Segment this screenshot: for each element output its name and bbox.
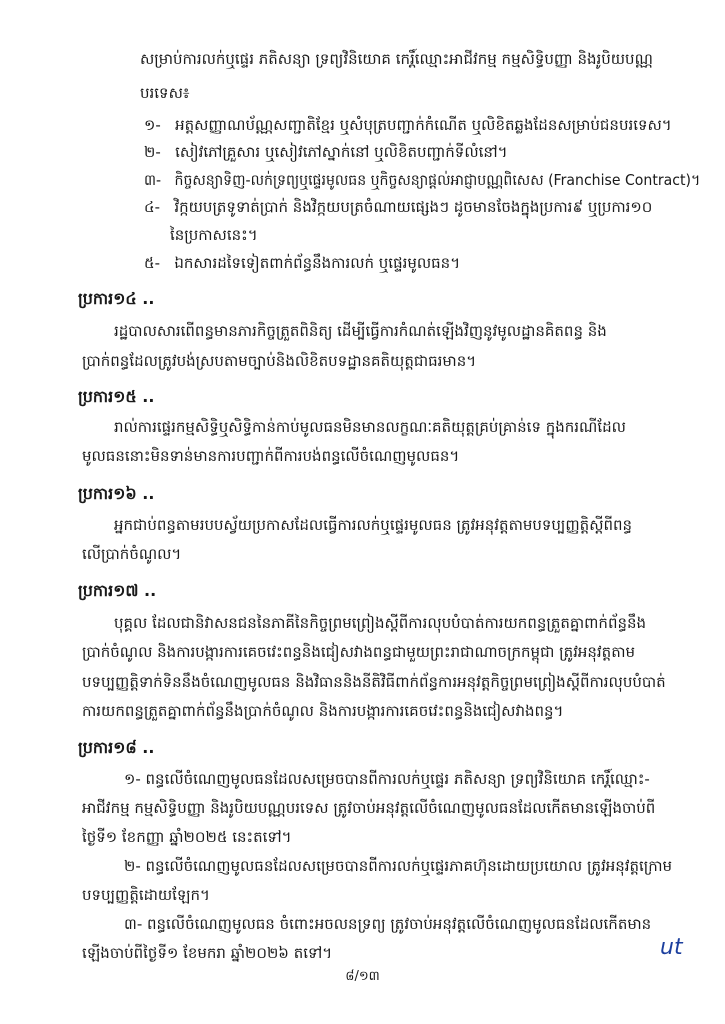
article-17-line-4: ការយកពន្ធត្រួតគ្នាពាក់ព័ន្ធនឹងប្រាក់ចំណូល និងការបង្ការការគេចវេះពន្ធនិងជៀសវាងពន្ធ។ — [82, 702, 564, 720]
list-item-4-continuation: នៃប្រកាសនេះ។ — [170, 226, 258, 244]
list-item-3 — [144, 171, 700, 189]
article-18-item-3-line-2: ឡើងចាប់ពីថ្ងៃទី១ ខែមករា ឆ្នាំ២០២៦ តទៅ។ — [82, 944, 333, 962]
list-item-4 — [144, 198, 652, 216]
article-18-item-3-line-1: ៣- ពន្ធលើចំណេញមូលធន ចំពោះអចលនទ្រព្យ ត្រូវចាប់អនុវត្តលើចំណេញមូលធនដែលកើតមាន — [124, 915, 652, 933]
article-17-line-3: បទប្បញ្ញត្តិទាក់ទិននឹងចំណេញមូលធន និងវិធាននិងនីតិវិធីពាក់ព័ន្ធការអនុវត្តកិច្ចព្រមព្រៀងស្ដីពីការលុបបំបាត់ — [82, 673, 666, 691]
list-item-number: ៣- — [144, 171, 162, 189]
article-15-line-1: រាល់ការផ្ទេរកម្មសិទ្ធិឬសិទ្ធិកាន់កាប់មូលធនមិនមានលក្ខណៈគតិយុត្តគ្រប់គ្រាន់ទេ ក្នុងករណីដែល — [114, 418, 626, 436]
list-item-number: ៥- — [144, 254, 161, 272]
list-item-text: អត្តសញ្ញាណប័ណ្ណសញ្ជាតិខ្មែរ ឬសំបុត្របញ្ជាក់កំណើត ឬលិខិតឆ្លងដែនសម្រាប់ជនបរទេស។ — [175, 116, 672, 134]
list-item-5 — [144, 254, 460, 272]
list-item-text: វិក្កយបត្រទូទាត់ប្រាក់ និងវិក្កយបត្រចំណាយផ្សេងៗ ដូចមានចែងក្នុងប្រការ៩ ឬប្រការ១០ — [174, 198, 653, 216]
article-17-line-1: បុគ្គល ដែលជានិវាសនជននៃភាគីនៃកិច្ចព្រមព្រៀងស្ដីពីការលុបបំបាត់ការយកពន្ធត្រួតគ្នាពាក់ព័ន្ធនឹង — [114, 614, 647, 632]
list-item-number: ៤- — [144, 198, 161, 216]
article-14-line-2: ប្រាក់ពន្ធដែលត្រូវបង់ស្របតាមច្បាប់និងលិខិតបទដ្ឋានគតិយុត្តជាធរមាន។ — [82, 352, 477, 370]
article-18-heading: ប្រការ១៨ .. — [78, 738, 155, 757]
list-item-number: ១- — [144, 116, 161, 134]
page-number: ៨/១៣ — [345, 969, 380, 984]
article-17-heading: ប្រការ១៧ .. — [78, 581, 157, 600]
article-18-item-1-line-1: ១- ពន្ធលើចំណេញមូលធនដែលសម្រេចបានពីការលក់ឬផ្ទេរ ភតិសន្យា ទ្រព្យវិនិយោគ កេរ្តិ៍ឈ្មោះ- — [124, 770, 650, 788]
article-14-line-1: រដ្ឋបាលសារពើពន្ធមានភារកិច្ចត្រួតពិនិត្យ ដើម្បីធ្វើការកំណត់ឡើងវិញនូវមូលដ្ឋានគិតពន្ធ និង — [114, 322, 607, 340]
article-18-item-1-line-3: ថ្ងៃទី១ ខែកញ្ញា ឆ្នាំ២០២៥ នេះតទៅ។ — [82, 828, 292, 846]
article-16-line-1: អ្នកជាប់ពន្ធតាមរបបស្វ័យប្រកាសដែលធ្វើការលក់ឬផ្ទេរមូលធន ត្រូវអនុវត្តតាមបទប្បញ្ញត្តិស្ដីពីពន្ធ — [114, 516, 633, 534]
intro-line-1: សម្រាប់ការលក់ឬផ្ទេរ ភតិសន្យា ទ្រព្យវិនិយោគ កេរ្តិ៍ឈ្មោះអាជីវកម្ម កម្មសិទ្ធិបញ្ញា និងរូបិយបណ្ណ — [140, 50, 653, 68]
article-18-item-2-line-2: បទប្បញ្ញត្តិដោយឡែក។ — [82, 886, 210, 904]
article-15-line-2: មូលធននោះមិនទាន់មានការបញ្ជាក់ពីការបង់ពន្ធលើចំណេញមូលធន។ — [82, 447, 460, 465]
list-item-number: ២- — [144, 143, 161, 161]
article-16-line-2: លើប្រាក់ចំណូល។ — [82, 545, 182, 563]
intro-line-2: បរទេស៖ — [140, 84, 190, 102]
article-16-heading: ប្រការ១៦ .. — [78, 484, 155, 503]
article-17-line-2: ប្រាក់ចំណូល និងការបង្ការការគេចវេះពន្ធនិងជៀសវាងពន្ធជាមួយព្រះរាជាណាចក្រកម្ពុជា ត្រូវអនុវត្តតាម — [82, 643, 635, 661]
list-item-text: សៀវភៅគ្រួសារ ឬសៀវភៅស្នាក់នៅ ឬលិខិតបញ្ជាក់ទីលំនៅ។ — [175, 143, 508, 161]
article-15-heading: ប្រការ១៥ .. — [78, 387, 155, 406]
article-18-item-1-line-2: អាជីវកម្ម កម្មសិទ្ធិបញ្ញា និងរូបិយបណ្ណបរទេស ត្រូវចាប់អនុវត្តលើចំណេញមូលធនដែលកើតមានឡើងចាប់ពី — [82, 799, 656, 817]
list-item-1 — [144, 116, 672, 134]
article-14-heading: ប្រការ១៤ .. — [78, 289, 155, 308]
list-item-text: កិច្ចសន្យាទិញ-លក់ទ្រព្យឬផ្ទេរមូលធន ឬកិច្ចសន្យាផ្ដល់អាជ្ញាបណ្ណពិសេស (Franchise Contract)។ — [174, 171, 701, 189]
article-18-item-2-line-1: ២- ពន្ធលើចំណេញមូលធនដែលសម្រេចបានពីការលក់ឬផ្ទេរភាគហ៊ុនដោយប្រយោល ត្រូវអនុវត្តក្រោម — [124, 857, 673, 875]
list-item-text: ឯកសារដទៃទៀតពាក់ព័ន្ធនឹងការលក់ ឬផ្ទេរមូលធន។ — [174, 254, 461, 272]
list-item-2 — [144, 143, 508, 161]
initials-signature-mark: ut — [660, 935, 683, 960]
